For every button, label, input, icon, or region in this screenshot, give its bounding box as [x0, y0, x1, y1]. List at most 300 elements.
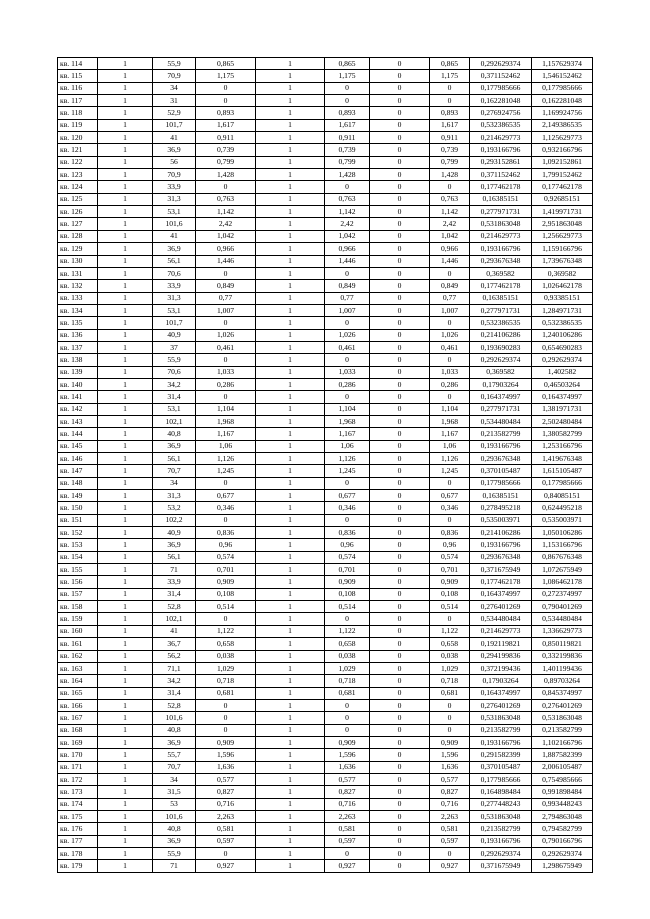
table-cell: 0,577: [325, 773, 370, 785]
table-cell: 1: [256, 415, 325, 427]
table-cell: 1,122: [325, 625, 370, 637]
apartment-label-cell: кв. 131: [58, 267, 98, 279]
table-cell: 41: [153, 132, 196, 144]
table-cell: 1: [256, 465, 325, 477]
table-cell: 1,104: [430, 403, 470, 415]
table-cell: 1: [98, 317, 153, 329]
table-row: [58, 835, 593, 847]
table-cell: 36,9: [153, 539, 196, 551]
table-cell: 0,332199836: [532, 650, 593, 662]
table-cell: 0,681: [196, 687, 256, 699]
table-cell: 0: [196, 724, 256, 736]
table-cell: 0,193166796: [470, 144, 532, 156]
table-cell: 0,193166796: [470, 736, 532, 748]
table-cell: 0,89703264: [532, 675, 593, 687]
table-cell: 1,446: [196, 255, 256, 267]
table-cell: 0,718: [430, 675, 470, 687]
table-cell: 0: [370, 848, 430, 860]
table-cell: 1,636: [196, 761, 256, 773]
table-cell: 1: [98, 341, 153, 353]
table-cell: 0,93385151: [532, 292, 593, 304]
table-cell: 1: [256, 576, 325, 588]
table-cell: 0: [196, 514, 256, 526]
table-cell: 1: [256, 144, 325, 156]
table-cell: 41: [153, 230, 196, 242]
table-cell: 1: [98, 477, 153, 489]
table-cell: 0: [370, 465, 430, 477]
table-cell: 56,1: [153, 255, 196, 267]
table-cell: 0: [370, 267, 430, 279]
table-row: [58, 736, 593, 748]
table-cell: 53: [153, 798, 196, 810]
table-cell: 33,9: [153, 576, 196, 588]
table-cell: 2,263: [196, 810, 256, 822]
table-cell: 0: [370, 650, 430, 662]
table-cell: 0,531863048: [470, 810, 532, 822]
table-cell: 1: [256, 107, 325, 119]
table-cell: 1: [98, 848, 153, 860]
table-row: [58, 107, 593, 119]
table-cell: 0: [370, 712, 430, 724]
table-cell: 0: [370, 403, 430, 415]
table-row: [58, 428, 593, 440]
table-cell: 0,461: [325, 341, 370, 353]
table-cell: 0,532386535: [470, 119, 532, 131]
table-cell: 1: [98, 70, 153, 82]
table-cell: 55,9: [153, 848, 196, 860]
table-cell: 0,96: [325, 539, 370, 551]
table-cell: 31,3: [153, 292, 196, 304]
table-cell: 0,278495218: [470, 502, 532, 514]
apartment-label-cell: кв. 173: [58, 786, 98, 798]
table-row: [58, 206, 593, 218]
table-cell: 0,286: [430, 378, 470, 390]
table-row: [58, 551, 593, 563]
table-cell: 0,177462178: [470, 181, 532, 193]
table-cell: 2,42: [325, 218, 370, 230]
table-row: [58, 280, 593, 292]
table-cell: 0,177985666: [532, 477, 593, 489]
table-cell: 1: [98, 428, 153, 440]
apartment-label-cell: кв. 146: [58, 453, 98, 465]
table-cell: 0,372199436: [470, 662, 532, 674]
table-cell: 0: [370, 453, 430, 465]
table-cell: 0,96: [196, 539, 256, 551]
table-cell: 1,240106286: [532, 329, 593, 341]
table-cell: 1: [98, 502, 153, 514]
table-cell: 1,169924756: [532, 107, 593, 119]
table-cell: 1: [256, 860, 325, 872]
apartment-label-cell: кв. 130: [58, 255, 98, 267]
table-cell: 2,502480484: [532, 415, 593, 427]
table-cell: 1,042: [430, 230, 470, 242]
table-row: [58, 539, 593, 551]
table-cell: 1,125629773: [532, 132, 593, 144]
table-cell: 0,531863048: [470, 712, 532, 724]
apartment-label-cell: кв. 159: [58, 613, 98, 625]
table-row: [58, 218, 593, 230]
table-cell: 0,292629374: [532, 354, 593, 366]
table-cell: 1: [98, 354, 153, 366]
table-cell: 0,893: [196, 107, 256, 119]
apartment-label-cell: кв. 147: [58, 465, 98, 477]
table-cell: 1,617: [430, 119, 470, 131]
table-cell: 2,006105487: [532, 761, 593, 773]
table-cell: 1: [98, 218, 153, 230]
table-cell: 0: [370, 860, 430, 872]
table-cell: 1,050106286: [532, 527, 593, 539]
table-cell: 0,597: [325, 835, 370, 847]
table-cell: 0,909: [325, 736, 370, 748]
table-row: [58, 465, 593, 477]
table-cell: 55,9: [153, 58, 196, 70]
table-cell: 1: [98, 156, 153, 168]
table-row: [58, 588, 593, 600]
table-cell: 0,193166796: [470, 539, 532, 551]
table-cell: 34: [153, 477, 196, 489]
table-cell: 1: [98, 638, 153, 650]
table-cell: 40,8: [153, 428, 196, 440]
table-cell: 1: [256, 156, 325, 168]
apartment-label-cell: кв. 168: [58, 724, 98, 736]
table-cell: 1: [98, 255, 153, 267]
table-cell: 40,9: [153, 329, 196, 341]
apartment-label-cell: кв. 145: [58, 440, 98, 452]
table-cell: 0,164374997: [532, 391, 593, 403]
table-cell: 0: [370, 169, 430, 181]
table-row: [58, 144, 593, 156]
table-cell: 101,6: [153, 218, 196, 230]
table-cell: 1: [256, 786, 325, 798]
table-cell: 0,658: [430, 638, 470, 650]
table-cell: 0: [370, 230, 430, 242]
table-cell: 0: [430, 181, 470, 193]
table-cell: 0: [370, 218, 430, 230]
table-cell: 1,126: [325, 453, 370, 465]
table-cell: 0,966: [325, 243, 370, 255]
table-cell: 0,108: [196, 588, 256, 600]
table-cell: 0: [370, 440, 430, 452]
table-cell: 0,193166796: [470, 835, 532, 847]
table-cell: 1: [98, 662, 153, 674]
table-cell: 0,346: [196, 502, 256, 514]
table-cell: 0: [370, 625, 430, 637]
table-cell: 70,6: [153, 366, 196, 378]
table-cell: 2,149386535: [532, 119, 593, 131]
table-cell: 0: [370, 613, 430, 625]
table-cell: 1,617: [325, 119, 370, 131]
table-cell: 1: [256, 773, 325, 785]
table-cell: 0,286: [325, 378, 370, 390]
table-row: [58, 415, 593, 427]
table-cell: 1,256629773: [532, 230, 593, 242]
table-row: [58, 156, 593, 168]
table-cell: 1: [98, 95, 153, 107]
table-cell: 0: [325, 712, 370, 724]
table-cell: 0,790166796: [532, 835, 593, 847]
apartment-label-cell: кв. 166: [58, 699, 98, 711]
table-cell: 0: [370, 193, 430, 205]
apartment-table: [57, 57, 593, 873]
table-row: [58, 403, 593, 415]
table-cell: 0: [370, 391, 430, 403]
table-cell: 1,007: [430, 304, 470, 316]
table-cell: 0,681: [325, 687, 370, 699]
table-cell: 0,739: [325, 144, 370, 156]
table-cell: 0: [325, 267, 370, 279]
table-cell: 0,193166796: [470, 440, 532, 452]
table-cell: 0: [370, 354, 430, 366]
apartment-label-cell: кв. 151: [58, 514, 98, 526]
table-row: [58, 292, 593, 304]
table-cell: 0,865: [325, 58, 370, 70]
table-cell: 0: [370, 206, 430, 218]
table-cell: 0,909: [196, 736, 256, 748]
table-cell: 1,102166796: [532, 736, 593, 748]
table-cell: 0,574: [430, 551, 470, 563]
table-row: [58, 564, 593, 576]
table-cell: 34,2: [153, 378, 196, 390]
table-cell: 40,9: [153, 527, 196, 539]
table-cell: 0,716: [196, 798, 256, 810]
table-cell: 0,17903264: [470, 378, 532, 390]
table-cell: 0,718: [196, 675, 256, 687]
table-cell: 102,2: [153, 514, 196, 526]
table-cell: 101,7: [153, 317, 196, 329]
table-cell: 1: [98, 860, 153, 872]
table-cell: 0,213582799: [470, 428, 532, 440]
table-cell: 1,175: [196, 70, 256, 82]
table-cell: 0,531863048: [470, 218, 532, 230]
table-cell: 0: [370, 156, 430, 168]
table-cell: 1,546152462: [532, 70, 593, 82]
table-cell: 1: [98, 786, 153, 798]
table-cell: 0,177462178: [470, 576, 532, 588]
apartment-label-cell: кв. 152: [58, 527, 98, 539]
table-cell: 1,446: [430, 255, 470, 267]
table-cell: 0,177462178: [470, 280, 532, 292]
table-cell: 0,177985666: [532, 82, 593, 94]
table-cell: 1,042: [325, 230, 370, 242]
table-cell: 1: [256, 675, 325, 687]
table-cell: 0,293676348: [470, 255, 532, 267]
apartment-label-cell: кв. 167: [58, 712, 98, 724]
table-row: [58, 514, 593, 526]
table-cell: 0,286: [196, 378, 256, 390]
table-cell: 0: [370, 699, 430, 711]
table-cell: 1,126: [430, 453, 470, 465]
apartment-label-cell: кв. 117: [58, 95, 98, 107]
table-cell: 0,164898484: [470, 786, 532, 798]
table-row: [58, 601, 593, 613]
table-cell: 1: [256, 119, 325, 131]
table-cell: 1: [98, 551, 153, 563]
table-cell: 0,92685151: [532, 193, 593, 205]
apartment-label-cell: кв. 157: [58, 588, 98, 600]
table-cell: 0: [325, 82, 370, 94]
table-cell: 0: [370, 341, 430, 353]
apartment-label-cell: кв. 142: [58, 403, 98, 415]
table-row: [58, 860, 593, 872]
table-cell: 0,701: [196, 564, 256, 576]
table-cell: 1: [256, 823, 325, 835]
table-cell: 0: [370, 551, 430, 563]
table-cell: 1,142: [325, 206, 370, 218]
table-cell: 0,991898484: [532, 786, 593, 798]
table-cell: 1: [98, 415, 153, 427]
table-cell: 1: [98, 736, 153, 748]
table-cell: 1: [256, 218, 325, 230]
table-cell: 1: [98, 699, 153, 711]
table-cell: 55,9: [153, 354, 196, 366]
table-cell: 31,4: [153, 391, 196, 403]
apartment-label-cell: кв. 133: [58, 292, 98, 304]
table-row: [58, 798, 593, 810]
table-cell: 0,214106286: [470, 329, 532, 341]
table-cell: 71: [153, 860, 196, 872]
table-cell: 0: [370, 638, 430, 650]
table-cell: 1: [256, 662, 325, 674]
table-cell: 1: [256, 798, 325, 810]
apartment-label-cell: кв. 129: [58, 243, 98, 255]
table-cell: 0,597: [196, 835, 256, 847]
table-cell: 1,175: [325, 70, 370, 82]
table-cell: 0,371675949: [470, 860, 532, 872]
table-cell: 0,292629374: [532, 848, 593, 860]
table-cell: 1: [98, 378, 153, 390]
table-cell: 1: [256, 588, 325, 600]
table-cell: 0,849: [430, 280, 470, 292]
table-cell: 0,213582799: [532, 724, 593, 736]
table-cell: 1: [256, 378, 325, 390]
table-cell: 1: [98, 144, 153, 156]
table-cell: 0,177985666: [470, 477, 532, 489]
table-cell: 0,369582: [532, 267, 593, 279]
table-cell: 1: [98, 465, 153, 477]
table-cell: 0: [370, 810, 430, 822]
table-cell: 1: [98, 835, 153, 847]
table-cell: 1: [98, 107, 153, 119]
table-cell: 2,794863048: [532, 810, 593, 822]
apartment-label-cell: кв. 139: [58, 366, 98, 378]
table-cell: 1: [256, 169, 325, 181]
table-cell: 1,636: [325, 761, 370, 773]
table-cell: 0,276401269: [470, 601, 532, 613]
table-cell: 1: [256, 428, 325, 440]
table-cell: 0,371675949: [470, 564, 532, 576]
table-cell: 0,581: [196, 823, 256, 835]
table-cell: 0: [325, 317, 370, 329]
table-cell: 40,8: [153, 823, 196, 835]
table-cell: 0,827: [196, 786, 256, 798]
table-cell: 1: [256, 58, 325, 70]
table-cell: 1,06: [430, 440, 470, 452]
table-cell: 1: [98, 403, 153, 415]
table-cell: 0: [370, 773, 430, 785]
table-cell: 0: [370, 675, 430, 687]
table-cell: 0: [370, 292, 430, 304]
apartment-label-cell: кв. 121: [58, 144, 98, 156]
table-cell: 0,794582799: [532, 823, 593, 835]
table-cell: 1: [98, 749, 153, 761]
apartment-label-cell: кв. 141: [58, 391, 98, 403]
table-cell: 0,276924756: [470, 107, 532, 119]
table-cell: 101,6: [153, 712, 196, 724]
table-cell: 0,790401269: [532, 601, 593, 613]
table-cell: 1: [256, 477, 325, 489]
table-cell: 0,535003971: [532, 514, 593, 526]
table-cell: 1: [256, 280, 325, 292]
table-cell: 1: [256, 761, 325, 773]
table-row: [58, 724, 593, 736]
table-cell: 0,108: [325, 588, 370, 600]
table-cell: 0,799: [325, 156, 370, 168]
table-cell: 52,8: [153, 601, 196, 613]
table-cell: 0,164374997: [470, 391, 532, 403]
table-cell: 1: [256, 848, 325, 860]
table-cell: 55,7: [153, 749, 196, 761]
apartment-label-cell: кв. 171: [58, 761, 98, 773]
table-cell: 1: [98, 292, 153, 304]
table-cell: 0,845374997: [532, 687, 593, 699]
table-cell: 1,029: [325, 662, 370, 674]
apartment-label-cell: кв. 125: [58, 193, 98, 205]
table-cell: 0: [370, 329, 430, 341]
table-cell: 0: [370, 366, 430, 378]
table-cell: 41: [153, 625, 196, 637]
table-cell: 1,142: [430, 206, 470, 218]
table-cell: 1,245: [196, 465, 256, 477]
table-row: [58, 848, 593, 860]
table-cell: 1,06: [325, 440, 370, 452]
table-cell: 0: [196, 391, 256, 403]
apartment-label-cell: кв. 162: [58, 650, 98, 662]
table-cell: 0,192119821: [470, 638, 532, 650]
table-cell: 1,968: [325, 415, 370, 427]
table-row: [58, 440, 593, 452]
table-cell: 1: [98, 230, 153, 242]
table-cell: 33,9: [153, 181, 196, 193]
table-cell: 0,927: [430, 860, 470, 872]
table-cell: 1,157629374: [532, 58, 593, 70]
table-cell: 1,887582399: [532, 749, 593, 761]
apartment-label-cell: кв. 154: [58, 551, 98, 563]
table-cell: 1: [98, 58, 153, 70]
table-cell: 1: [256, 82, 325, 94]
table-cell: 0: [370, 70, 430, 82]
table-cell: 31,4: [153, 687, 196, 699]
table-cell: 0,346: [325, 502, 370, 514]
table-cell: 0,461: [430, 341, 470, 353]
table-cell: 0,77: [325, 292, 370, 304]
table-cell: 0,96: [430, 539, 470, 551]
table-cell: 0: [325, 477, 370, 489]
table-cell: 1,428: [430, 169, 470, 181]
table-cell: 0: [370, 823, 430, 835]
table-cell: 0,577: [196, 773, 256, 785]
table-cell: 0,164374997: [470, 687, 532, 699]
apartment-label-cell: кв. 179: [58, 860, 98, 872]
table-cell: 1,159166796: [532, 243, 593, 255]
table-cell: 0,370105487: [470, 465, 532, 477]
table-row: [58, 304, 593, 316]
table-cell: 0,371152462: [470, 70, 532, 82]
table-row: [58, 625, 593, 637]
table-cell: 1: [256, 453, 325, 465]
table-cell: 1,092152861: [532, 156, 593, 168]
table-cell: 0,16385151: [470, 292, 532, 304]
table-cell: 1: [256, 354, 325, 366]
